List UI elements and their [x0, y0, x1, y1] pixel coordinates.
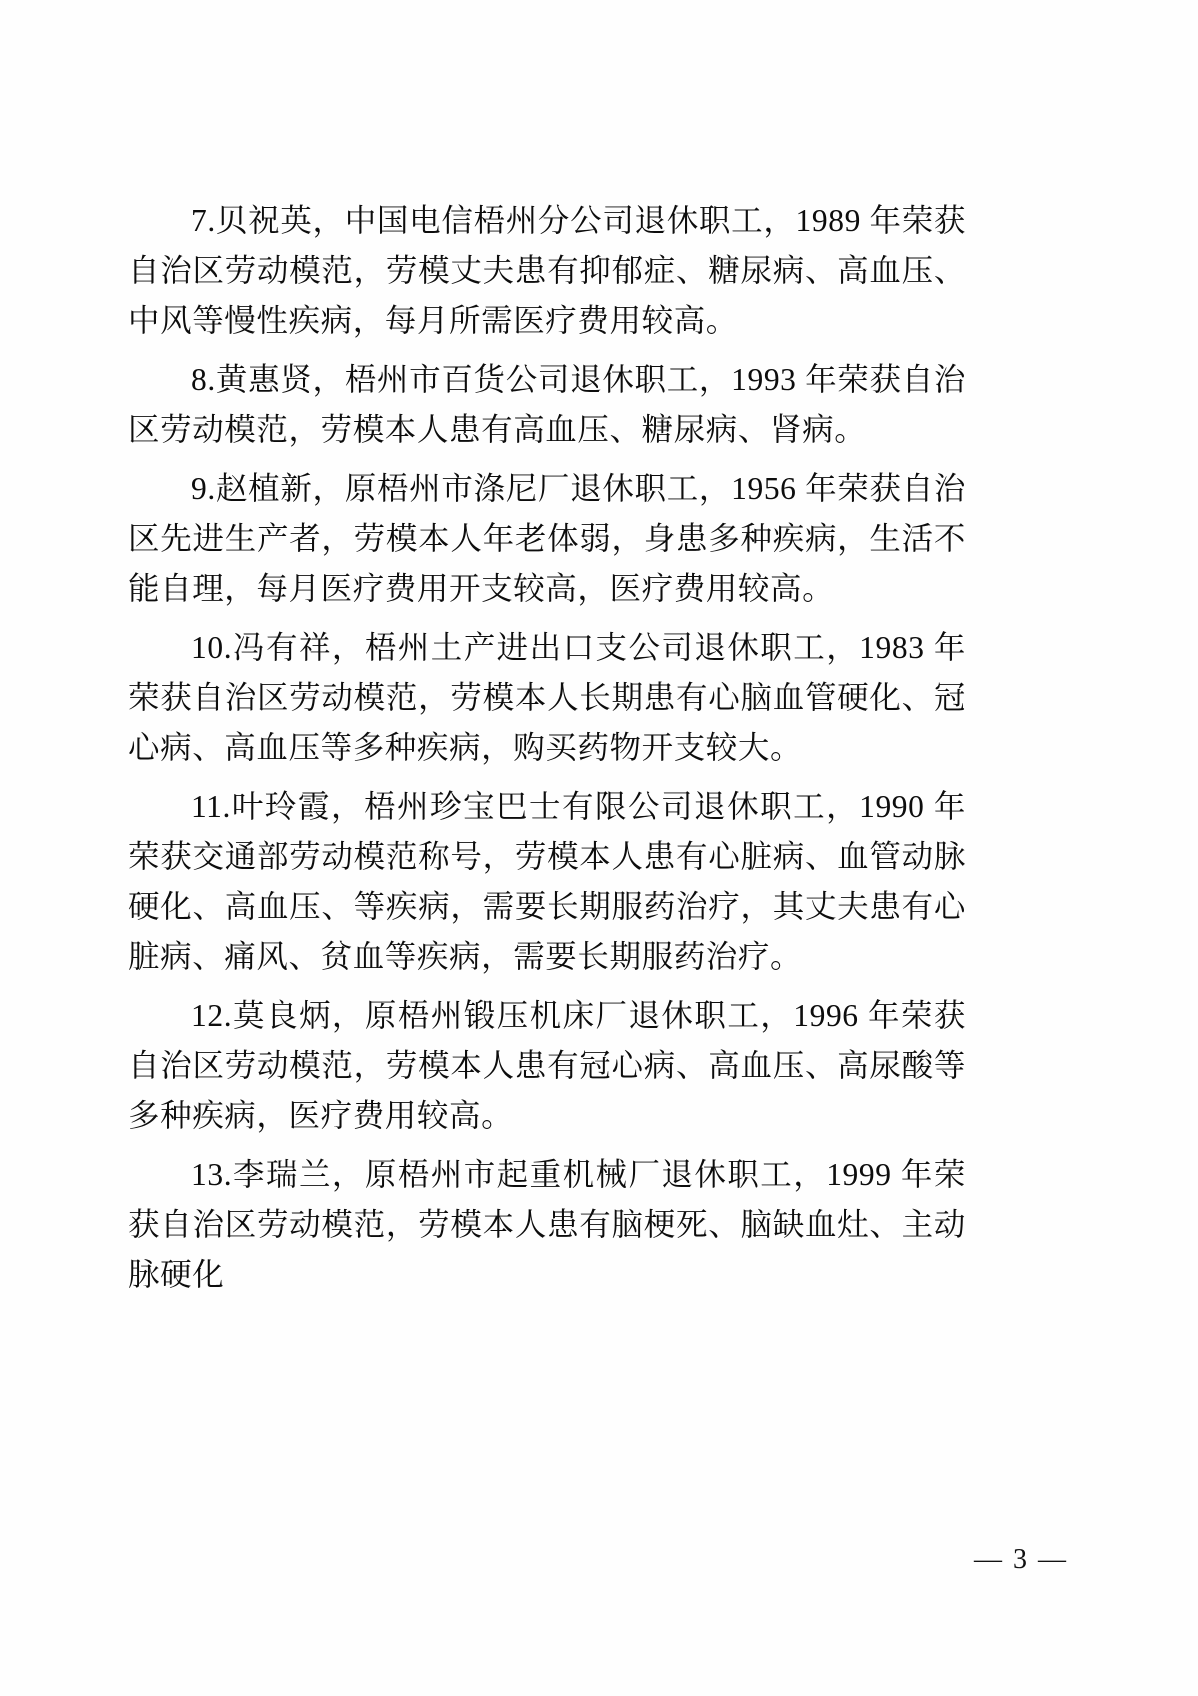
document-body [128, 196, 966, 1309]
paragraph-item-13: 13.李瑞兰，原梧州市起重机械厂退休职工，1999 年荣获自治区劳动模范，劳模本人患有脑梗死、脑缺血灶、主动脉硬化 [128, 1157, 966, 1292]
page-number: — 3 — [974, 1544, 1068, 1575]
paragraph-item-7: 7.贝祝英，中国电信梧州分公司退休职工，1989 年荣获自治区劳动模范，劳模丈夫患有抑郁症、糖尿病、高血压、中风等慢性疾病，每月所需医疗费用较高。 [128, 203, 966, 338]
paragraph-item-11: 11.叶玲霞，梧州珍宝巴士有限公司退休职工，1990 年荣获交通部劳动模范称号，劳模本人患有心脏病、血管动脉硬化、高血压、等疾病，需要长期服药治疗，其丈夫患有心脏病、痛风、贫血等疾病，需要长期服药治疗。 [128, 789, 966, 974]
paragraph-item-9: 9.赵植新，原梧州市涤尼厂退休职工，1956 年荣获自治区先进生产者，劳模本人年老体弱，身患多种疾病，生活不能自理，每月医疗费用开支较高，医疗费用较高。 [128, 471, 966, 606]
paragraph-item-8: 8.黄惠贤，梧州市百货公司退休职工，1993 年荣获自治区劳动模范，劳模本人患有高血压、糖尿病、肾病。 [128, 362, 966, 447]
paragraph-item-12: 12.莫良炳，原梧州锻压机床厂退休职工，1996 年荣获自治区劳动模范，劳模本人患有冠心病、高血压、高尿酸等多种疾病，医疗费用较高。 [128, 998, 966, 1133]
paragraph-item-10: 10.冯有祥，梧州土产进出口支公司退休职工，1983 年荣获自治区劳动模范，劳模本人长期患有心脑血管硬化、冠心病、高血压等多种疾病，购买药物开支较大。 [128, 630, 966, 765]
